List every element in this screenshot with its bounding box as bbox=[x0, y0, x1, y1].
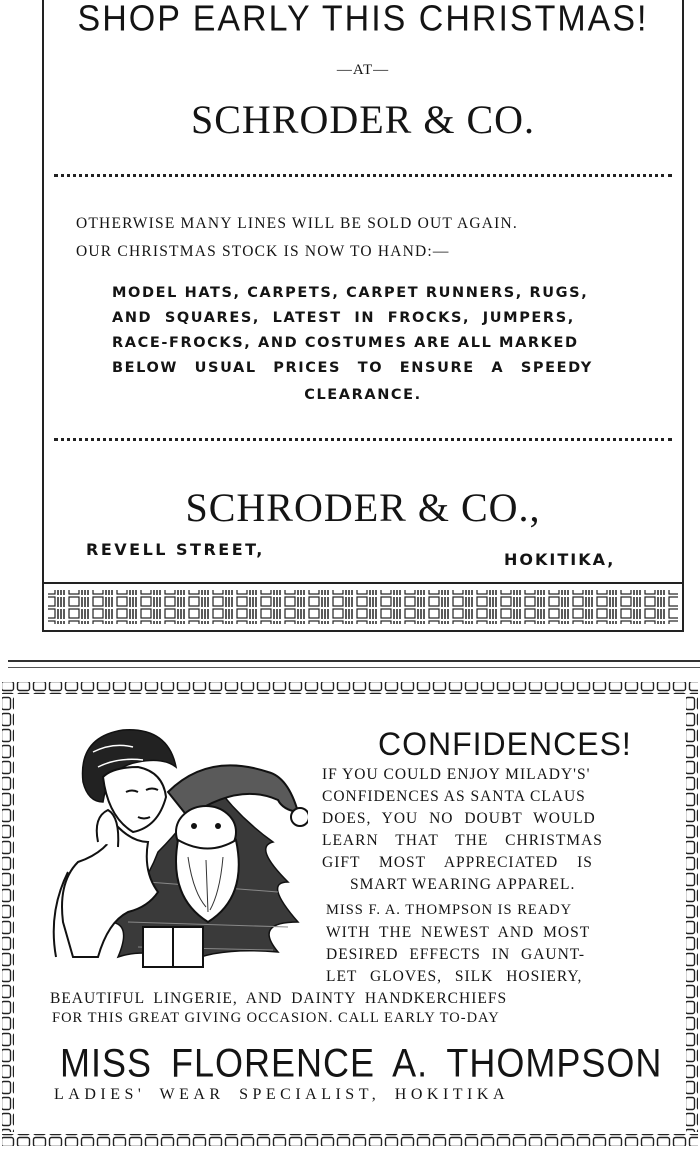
ad1-bold-line-3: RACE-FROCKS, AND COSTUMES ARE ALL MARKED bbox=[112, 335, 579, 351]
ad2-text-line: GIFT MOST APPRECIATED IS bbox=[322, 854, 593, 871]
ad2-text-line: DESIRED EFFECTS IN GAUNT- bbox=[326, 946, 586, 963]
ornament-pattern bbox=[44, 584, 682, 630]
ad1-address-street: REVELL STREET, bbox=[86, 540, 265, 559]
ad2-text-line: BEAUTIFUL LINGERIE, AND DAINTY HANDKERCHIEFS bbox=[50, 990, 508, 1007]
ad2-text-line: FOR THIS GREAT GIVING OCCASION. CALL EARLY TO-DAY bbox=[52, 1010, 500, 1026]
thompson-advertisement bbox=[0, 680, 700, 1151]
ad2-text-line: CONFIDENCES AS SANTA CLAUS bbox=[322, 788, 586, 805]
ad1-address-town: HOKITIKA, bbox=[504, 550, 616, 569]
ad1-intro-line-1: OTHERWISE MANY LINES WILL BE SOLD OUT AGAIN. bbox=[76, 215, 518, 232]
ad2-proprietor-name: MISS FLORENCE A. THOMPSON bbox=[60, 1040, 663, 1086]
schroder-advertisement bbox=[42, 0, 684, 632]
ad1-bold-line-1: MODEL HATS, CARPETS, CARPET RUNNERS, RUGS, bbox=[112, 285, 589, 301]
dotted-divider bbox=[54, 174, 672, 177]
ad2-text-line: LEARN THAT THE CHRISTMAS bbox=[322, 832, 603, 849]
ad2-tagline: LADIES' WEAR SPECIALIST, HOKITIKA bbox=[54, 1086, 509, 1103]
ad2-text-line: MISS F. A. THOMPSON IS READY bbox=[326, 902, 573, 918]
column-rule bbox=[8, 667, 700, 668]
ad2-text-line: SMART WEARING APPAREL. bbox=[350, 876, 576, 893]
ad1-footer-name: SCHRODER & CO., bbox=[185, 485, 541, 530]
santa-and-lady-illustration bbox=[38, 722, 308, 980]
ad1-at-line: —AT— bbox=[336, 62, 390, 78]
ad1-bold-line-2: AND SQUARES, LATEST IN FROCKS, JUMPERS, bbox=[112, 310, 575, 326]
ad1-bold-line-4: BELOW USUAL PRICES TO ENSURE A SPEEDY bbox=[112, 360, 593, 376]
ad2-text-line: DOES, YOU NO DOUBT WOULD bbox=[322, 810, 596, 827]
ad1-store-name: SCHRODER & CO. bbox=[190, 97, 536, 142]
column-rule bbox=[8, 660, 700, 662]
dotted-divider bbox=[54, 438, 672, 441]
ad2-text-line: WITH THE NEWEST AND MOST bbox=[326, 924, 591, 941]
ad2-headline: CONFIDENCES! bbox=[378, 726, 632, 762]
ad2-text-line: IF YOU COULD ENJOY MILADY'S' bbox=[322, 766, 591, 783]
ad1-intro-line-2: OUR CHRISTMAS STOCK IS NOW TO HAND:— bbox=[76, 243, 450, 260]
ad1-bold-line-5: CLEARANCE. bbox=[304, 387, 422, 403]
ad2-text-line: LET GLOVES, SILK HOSIERY, bbox=[326, 968, 583, 985]
ornamental-border bbox=[44, 582, 682, 632]
ad1-headline: SHOP EARLY THIS CHRISTMAS! bbox=[77, 0, 649, 39]
